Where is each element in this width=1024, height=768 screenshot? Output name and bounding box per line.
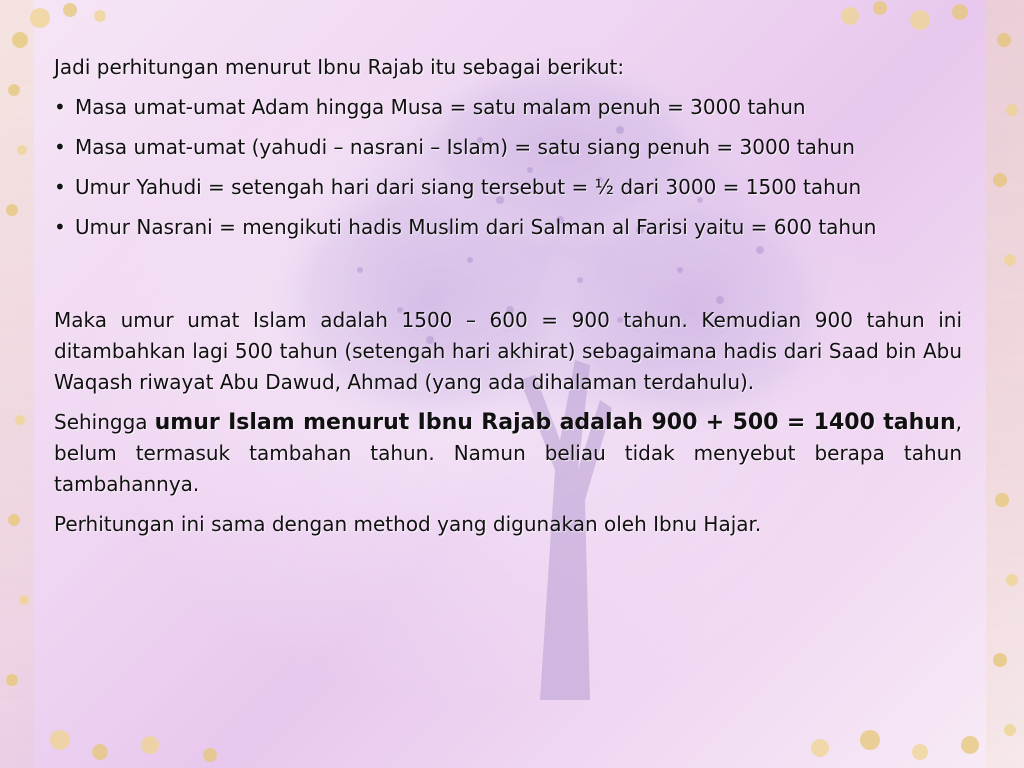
result-prefix: Sehingga <box>54 410 155 434</box>
bullet-dot: • <box>54 135 66 159</box>
spacer <box>54 252 962 305</box>
bullet-text: Masa umat-umat (yahudi – nasrani – Islam) = satu siang penuh = 3000 tahun <box>75 135 855 159</box>
floral-border-bottom <box>50 730 979 762</box>
bullet-item <box>54 172 962 203</box>
bullet-dot: • <box>54 175 66 199</box>
floral-border-left <box>0 0 34 768</box>
bullet-dot: • <box>54 95 66 119</box>
bullet-text: Masa umat-umat Adam hingga Musa = satu malam penuh = 3000 tahun <box>75 95 806 119</box>
bullet-item <box>54 132 962 163</box>
bullet-item <box>54 92 962 123</box>
result-suffix: , belum termasuk tambahan tahun. Namun beliau tidak menyebut berapa tahun tambahannya. <box>54 410 962 496</box>
paragraph-conclusion: Maka umur umat Islam adalah 1500 – 600 = 900 tahun. Kemudian 900 tahun ini ditambahkan lagi 500 tahun (setengah hari akhirat) sebagaimana hadis dari Saad bin Abu Waqash riwayat Abu Dawud, Ahmad (yang ada dihalaman terdahulu). <box>54 308 962 394</box>
paragraph-closing: Perhitungan ini sama dengan method yang digunakan oleh Ibnu Hajar. <box>54 512 762 536</box>
bullet-text: Umur Yahudi = setengah hari dari siang tersebut = ½ dari 3000 = 1500 tahun <box>75 175 862 199</box>
intro-line: Jadi perhitungan menurut Ibnu Rajab itu sebagai berikut: <box>54 55 625 79</box>
floral-border-right <box>986 0 1024 768</box>
paragraph-result <box>54 407 962 500</box>
bullet-dot: • <box>54 215 66 239</box>
result-emphasis: umur Islam menurut Ibnu Rajab adalah 900 + 500 = 1400 tahun <box>154 410 956 435</box>
bullet-item <box>54 212 962 243</box>
slide-body <box>54 52 962 549</box>
floral-corner-top-right <box>841 1 968 30</box>
bullet-text: Umur Nasrani = mengikuti hadis Muslim dari Salman al Farisi yaitu = 600 tahun <box>75 215 877 239</box>
